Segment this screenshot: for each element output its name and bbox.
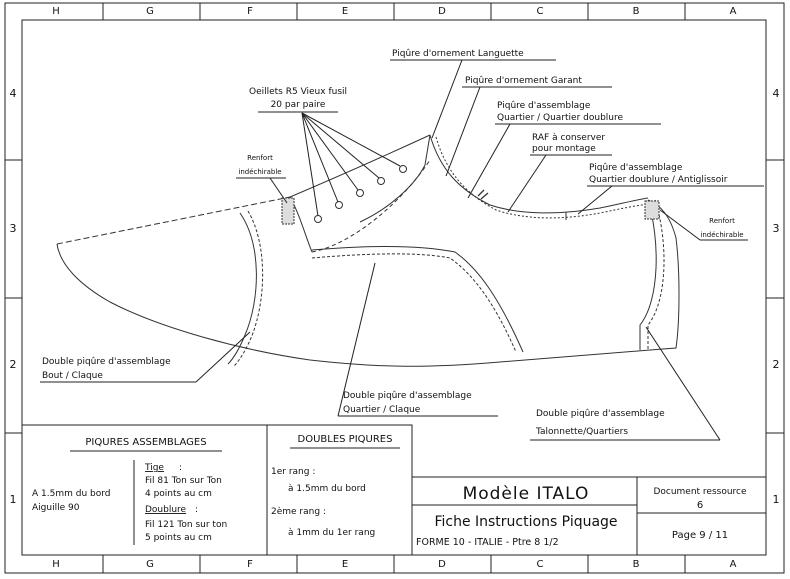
row-label-2-right: 2 (772, 358, 780, 371)
page-number: Page 9 / 11 (671, 530, 729, 541)
callout-reinforce-left-2: indéchirable (238, 168, 282, 176)
col-label-F-top: F (247, 6, 253, 17)
row-label-3-right: 3 (772, 222, 780, 235)
col-label-H-bottom: H (52, 559, 60, 570)
assembly-title: PIQURES ASSEMBLAGES (85, 437, 207, 448)
rank2-label: 2ème rang : (271, 507, 326, 517)
col-label-A-top: A (729, 6, 737, 17)
needle-size: Aiguille 90 (32, 503, 80, 513)
callout-quarter-vamp-1: Double piqûre d'assemblage (343, 391, 472, 401)
col-label-D-bottom: D (438, 559, 446, 570)
callout-quarter-vamp-2: Quartier / Claque (343, 405, 421, 415)
double-title: DOUBLES PIQURES (297, 434, 393, 445)
callout-quarter-lining-2: Quartier / Quartier doublure (497, 113, 624, 123)
callout-antislip-2: Quartier doublure / Antiglissoir (589, 175, 728, 185)
callout-eyelets-2: 20 par paire (270, 100, 326, 110)
callout-reinforce-right-1: Renfort (709, 217, 735, 225)
eyelet-3 (357, 190, 364, 197)
col-label-C-top: C (536, 6, 544, 17)
row-label-4-left: 4 (9, 87, 17, 100)
col-label-B-bottom: B (632, 559, 640, 570)
doc-label: Document ressource (653, 487, 747, 497)
callout-raf-1: RAF à conserver (532, 133, 606, 143)
callout-eyelets-1: Oeillets R5 Vieux fusil (248, 87, 348, 97)
col-label-G-top: G (146, 6, 154, 17)
sheet-title: Fiche Instructions Piquage (434, 514, 618, 530)
forme-info: FORME 10 - ITALIE - Ptre 8 1/2 (416, 537, 559, 548)
col-label-E-bottom: E (341, 559, 349, 570)
col-label-G-bottom: G (146, 559, 154, 570)
row-label-4-right: 4 (772, 87, 780, 100)
eyelet-5 (400, 166, 407, 173)
doublure-label: Doublure (145, 505, 187, 515)
col-label-D-top: D (438, 6, 446, 17)
eyelet-2 (336, 202, 343, 209)
col-label-A-bottom: A (729, 559, 737, 570)
col-label-E-top: E (341, 6, 349, 17)
doublure-points: 5 points au cm (145, 533, 212, 543)
eyelet-4 (378, 178, 385, 185)
tige-points: 4 points au cm (145, 489, 212, 499)
row-label-1-right: 1 (772, 493, 780, 506)
doublure-thread: Fil 121 Ton sur ton (145, 520, 228, 530)
callout-reinforce-right-2: indéchirable (700, 231, 744, 239)
tige-colon: : (179, 463, 183, 473)
rank2-value: à 1mm du 1er rang (288, 528, 376, 538)
callout-toe-1: Double piqûre d'assemblage (42, 357, 171, 367)
callout-raf-2: pour montage (532, 144, 596, 154)
eyelet-1 (315, 216, 322, 223)
edge-distance: A 1.5mm du bord (32, 489, 111, 499)
col-label-C-bottom: C (536, 559, 544, 570)
callout-heel-2: Talonnette/Quartiers (536, 427, 629, 437)
col-label-H-top: H (52, 6, 60, 17)
rank1-value: à 1.5mm du bord (288, 484, 366, 494)
callout-toe-2: Bout / Claque (42, 371, 103, 381)
tige-thread: Fil 81 Ton sur Ton (145, 476, 222, 486)
doublure-colon: : (195, 505, 199, 515)
callout-quarter-lining-1: Piqûre d'assemblage (497, 101, 591, 111)
row-label-3-left: 3 (9, 222, 17, 235)
callout-garant: Piqûre d'ornement Garant (465, 76, 582, 86)
row-label-2-left: 2 (9, 358, 17, 371)
callout-antislip-1: Piqûre d'assemblage (589, 163, 683, 173)
row-label-1-left: 1 (9, 493, 17, 506)
callout-reinforce-left-1: Renfort (247, 154, 273, 162)
tige-label: Tige (145, 463, 164, 473)
rank1-label: 1er rang : (271, 467, 316, 477)
callout-heel-1: Double piqûre d'assemblage (536, 409, 665, 419)
callout-tongue: Piqûre d'ornement Languette (392, 49, 524, 59)
col-label-F-bottom: F (247, 559, 253, 570)
doc-number: 6 (696, 500, 704, 511)
col-label-B-top: B (632, 6, 640, 17)
model-name: Modèle ITALO (462, 484, 590, 504)
